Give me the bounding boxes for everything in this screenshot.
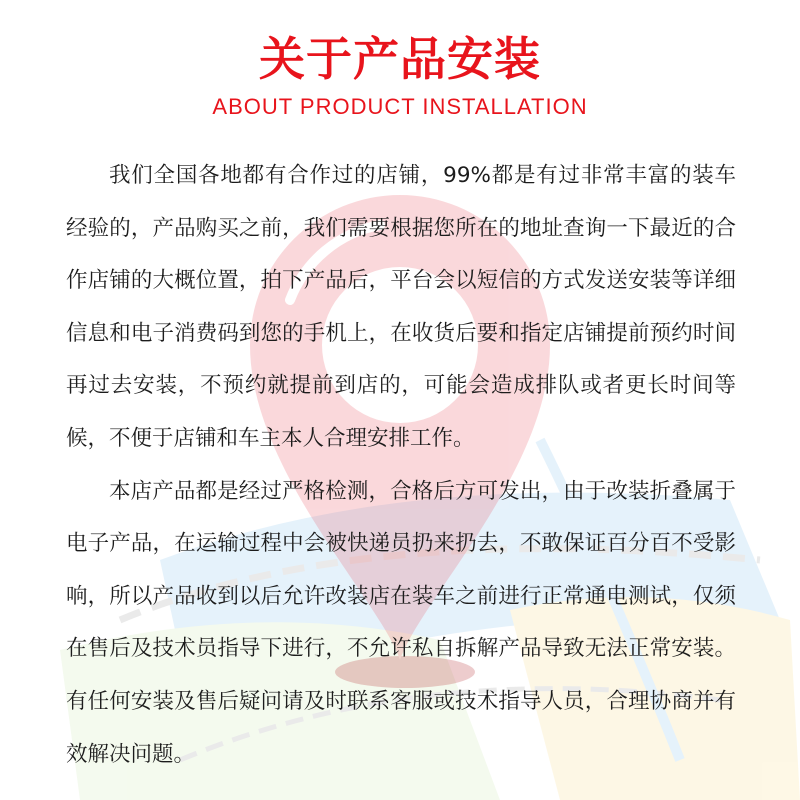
page-subtitle: ABOUT PRODUCT INSTALLATION bbox=[212, 94, 588, 119]
paragraph-booking: 我们全国各地都有合作过的店铺，99%都是有过非常丰富的装车经验的，产品购买之前，我们需要根据您所在的地址查询一下最近的合作店铺的大概位置，拍下产品后，平台会以短信的方式发送安装等详细信息和电子消费码到您的手机上，在收货后要和指定店铺提前预约时间再过去安装，不预约就提前到店的，可能会造成排队或者更长时间等候，不便于店铺和车主本人合理安排工作。 bbox=[66, 163, 736, 451]
paragraph-testing: 本店产品都是经过严格检测，合格后方可发出，由于改装折叠属于电子产品，在运输过程中会被快递员扔来扔去，不敢保证百分百不受影响，所以产品收到以后允许改装店在装车之前进行正常通电测试，仅须在售后及技术员指导下进行，不允许私自拆解产品导致无法正常安装。有任何安装及售后疑问请及时联系客服或技术指导人员，合理协商并有效解决问题。 bbox=[66, 478, 736, 767]
body-text bbox=[66, 150, 736, 781]
page-title: 关于产品安装 bbox=[259, 32, 541, 86]
